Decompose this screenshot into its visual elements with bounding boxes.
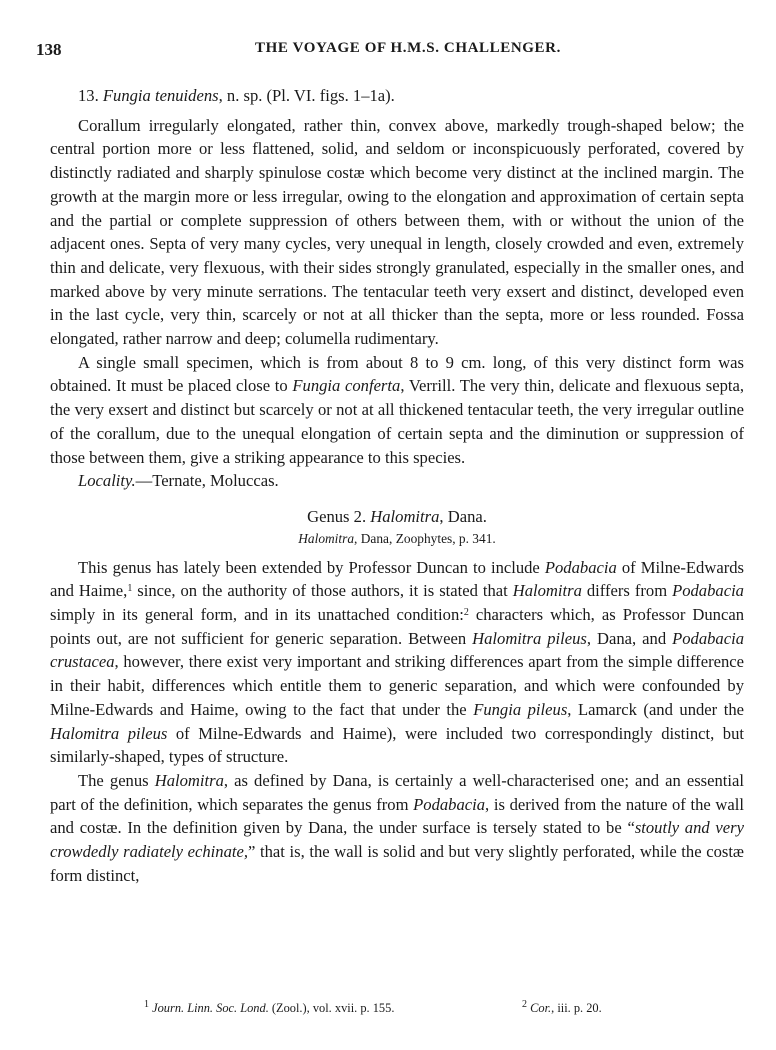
specimen-paragraph: A single small specimen, which is from about 8 to 9 cm. long, of this very distinct form was obtained. It must be placed close to Fungia conferta, Verrill. The very thin, delicate and flexuous septa, the very exsert and distinct but scarcely or not at all thickened tentacular teeth, the very irregular outline of the corallum, due to the unequal elongation of certain septa and the diminution or suppression of those between them, give a striking appearance to this species. (50, 352, 744, 467)
locality-line: Locality.—Ternate, Moluccas. (78, 471, 279, 491)
species-note: , n. sp. (Pl. VI. figs. 1–1a). (218, 86, 395, 105)
taxon-fungia-conferta: Fungia conferta (292, 376, 401, 396)
genus-name: Halomitra (370, 506, 440, 526)
footnote-ref-1: 1 (127, 583, 133, 595)
footnote-2: $^2$ Cor., iii. p. 20. (522, 999, 602, 1015)
species-heading (50, 84, 744, 108)
page-number: 138 (36, 40, 62, 59)
footnote-ref-2: 2 (463, 607, 469, 619)
definition-paragraph: The genus Halomitra, as defined by Dana, is certainly a well-characterised one; and an essential part of the definition, which separates the genus from Podabacia, is derived from the nature of the wall and costæ. In the definition given by Dana, the under surface is tersely stated to be “stoutly and very crowdedly radiately echinate,” that is, the wall is solid and but very slightly perforated, while the costæ form distinct, (50, 770, 744, 885)
footnote-1: $^1$ Journ. Linn. Soc. Lond. (Zool.), vol. xvii. p. 155. (144, 999, 395, 1015)
species-name: Fungia tenuidens (102, 86, 219, 105)
body-text (50, 84, 744, 888)
genus-reference: Halomitra, Dana, Zoophytes, p. 341. (298, 530, 496, 546)
species-number: 13. (78, 86, 99, 105)
locality-value: Ternate, Moluccas. (152, 471, 279, 491)
page-header (36, 40, 744, 66)
species-description: Corallum irregularly elongated, rather thin, convex above, markedly trough-shaped below; the central portion more or less flattened, solid, and seldom or inconspicuously perforated, covered by distinctly radiated and sharply spinulose costæ which become very distinct at the inclined margin. The growth at the margin more or less irregular, owing to the elongation and approximation of certain septa and the partial or complete suppression of others between them, with or without the union of the adjacent ones. Septa of very many cycles, very unequal in length, closely crowded and even, extremely thin and delicate, very flexuous, with their sides strongly granulated, especially in the smaller ones, and marked above by very minute serrations. The tentacular teeth very exsert and distinct, developed even in the last cycle, very thin, scarcely or not at all thicker than the septa, more or less rounded. Fossa elongated, rather narrow and deep; columella rudimentary. (50, 115, 744, 349)
genus-heading: Genus 2. Halomitra, Dana. (307, 506, 487, 526)
genus-paragraph: This genus has lately been extended by Professor Duncan to include Podabacia of Milne-Edwards and Haime,$^1$ since, on the authority of those authors, it is stated that Halomitra differs from Podabacia simply in its general form, and in its unattached condition:$^2$ characters which, as Professor Duncan points out, are not sufficient for generic separation. Between Halomitra pileus, Dana, and Podabacia crustacea, however, there exist very important and striking differences apart from the simple difference in their habit, differences which entitle them to generic separation, and which were confounded by Milne-Edwards and Haime, owing to the fact that under the Fungia pileus, Lamarck (and under the Halomitra pileus of Milne-Edwards and Haime), were included two correspondingly distinct, but similarly-shaped, types of structure. (50, 557, 744, 767)
running-title: THE VOYAGE OF H.M.S. CHALLENGER. (255, 40, 561, 56)
footnotes (120, 1001, 690, 1021)
locality-label: Locality. (78, 471, 136, 491)
